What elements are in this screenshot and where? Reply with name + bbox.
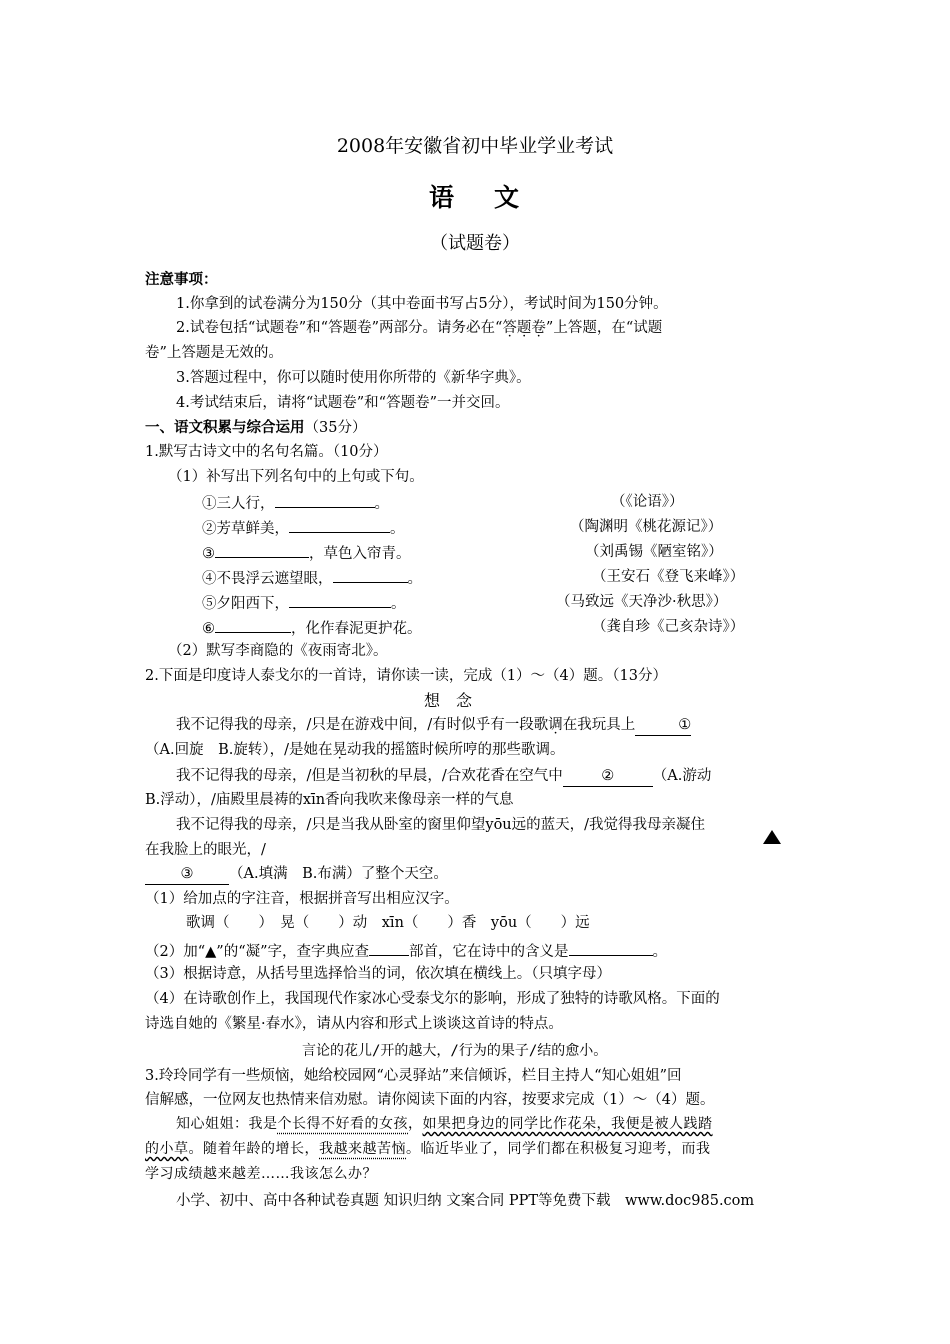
meaning-blank[interactable] [569,940,653,956]
footer-text: 小学、初中、高中各种试卷真题 知识归纳 文案合同 PPT等免费下载 www.doc985.com [176,1193,755,1209]
question-3-line-2: 信解感，一位网友也热情来信劝慰。请你阅读下面的内容，按要求完成（1）～（4）题。 [145,1092,715,1108]
question-1-sub-2: （2）默写李商隐的《夜雨寄北》。 [168,643,388,659]
blank-3[interactable]: ③ [145,864,229,885]
poem-para-3-line-2: 在我脸上的眼光，/ [145,842,266,858]
subquestion-3: （3）根据诗意，从括号里选择恰当的词，依次填在横线上。（只填字母） [145,966,611,982]
blank-2[interactable]: ② [563,766,653,787]
source-4: （王安石《登飞来峰》） [592,569,745,585]
fill-line-6: ⑥ ，化作春泥更护花。 [202,617,422,639]
triangle-marker-icon [763,830,781,844]
poem-title: 想 念 [424,691,473,710]
question-2: 2.下面是印度诗人泰戈尔的一首诗，请你读一读，完成（1）～（4）题。（13分） [145,668,667,684]
radical-blank[interactable] [369,940,409,956]
dotted-phrase-2: 我越来越苦恼 [319,1141,406,1157]
fill-line-1: ①三人行， 。 [202,492,389,514]
dotted-phrase-1: 个长得不好看的女孩 [277,1116,408,1132]
poem-para-2-line-2: B.浮动），/庙殿里晨祷的xīn香向我吹来像母亲一样的气息 [145,792,514,808]
letter-line-2: 的小草。随着年龄的增长，我越来越苦恼。临近毕业了，同学们都在积极复习迎考，而我 [145,1141,711,1157]
letter-line-3: 学习成绩越来越差……我该怎么办？ [145,1166,377,1182]
answer-blank[interactable] [289,592,391,608]
poem-para-3-line-1: 我不记得我的母亲，/只是当我从卧室的窗里仰望yōu远的蓝天，/我觉得我母亲凝住 [176,817,706,833]
answer-blank[interactable] [275,492,375,508]
answer-blank[interactable] [333,567,408,583]
notice-item-2-cont: 卷”上答题是无效的。 [145,345,283,361]
fill-line-4: ④不畏浮云遮望眼， 。 [202,567,422,589]
notice-item-3: 3.答题过程中，你可以随时使用你所带的《新华字典》。 [176,370,531,386]
fill-line-3: ③ ，草色入帘青。 [202,542,411,564]
source-1: （《论语》） [611,494,684,510]
poem-para-1-line-1: 我不记得我的母亲，/只是在游戏中间，/有时似乎有一段歌调在我玩具上 ① [176,715,691,736]
blank-1[interactable]: ① [635,715,691,736]
bingxin-poem: 言论的花儿/开的越大，/行为的果子/结的愈小。 [302,1043,608,1059]
notice-heading: 注意事项： [145,271,218,288]
source-2: （陶渊明《桃花源记》） [570,519,723,535]
answer-blank[interactable] [289,517,390,533]
poem-para-1-line-2: （A.回旋 B.旋转），/是她在晃动我的摇篮时候所哼的那些歌调。 [145,742,565,758]
subquestion-1-items: 歌调（ ） 晃（ ）动 xīn（ ）香 yōu（ ）远 [186,915,590,931]
fill-line-2: ②芳草鲜美， 。 [202,517,405,539]
letter-line-1: 知心姐姐：我是个长得不好看的女孩，如果把身边的同学比作花朵，我便是被人践踏 [176,1116,713,1132]
paper-type: （试题卷） [430,233,520,254]
question-3-line-1: 3.玲玲同学有一些烦恼，她给校园网“心灵驿站”来信倾诉，栏目主持人“知心姐姐”回 [145,1068,682,1084]
source-3: （刘禹锡《陋室铭》） [585,544,723,560]
answer-blank[interactable] [215,617,291,633]
answer-blank[interactable] [215,542,309,558]
subquestion-1: （1）给加点的字注音，根据拼音写出相应汉字。 [145,891,459,907]
subquestion-4-line-2: 诗选自她的《繁星·春水》，请从内容和形式上谈谈这首诗的特点。 [145,1016,563,1032]
subquestion-2: （2）加“▲”的“凝”字，查字典应查 部首，它在诗中的含义是 。 [145,940,667,962]
subject-char-1: 语 [428,183,456,212]
exam-title: 2008年安徽省初中毕业学业考试 [336,135,614,157]
notice-item-4: 4.考试结束后，请将“试题卷”和“答题卷”一并交回。 [176,395,510,411]
subject-char-2: 文 [494,183,522,212]
notice-item-1: 1.你拿到的试卷满分为150分（其中卷面书写占5分），考试时间为150分钟。 [176,296,668,312]
question-1-sub-1: （1）补写出下列名句中的上句或下句。 [168,469,424,485]
wavy-underlined-phrase: 如果把身边的同学比作花朵，我便是被人践踏 [422,1116,713,1132]
source-5: （马致远《天净沙·秋思》） [556,594,728,610]
section1-heading: 一、语文积累与综合运用（35分） [145,419,367,436]
subquestion-4-line-1: （4）在诗歌创作上，我国现代作家冰心受泰戈尔的影响，形成了独特的诗歌风格。下面的 [145,991,720,1007]
question-1: 1.默写古诗文中的名句名篇。（10分） [145,444,388,460]
notice-item-2: 2.试卷包括“试题卷”和“答题卷”两部分。请务必在“答题卷”上答题，在“试题 [176,320,663,336]
fill-line-5: ⑤夕阳西下， 。 [202,592,406,614]
poem-para-2-line-1: 我不记得我的母亲，/但是当初秋的早晨，/合欢花香在空气中 ② （A.游动 [176,766,711,787]
dotted-answer-sheet: 答题卷 [502,320,546,336]
source-6: （龚自珍《己亥杂诗》） [592,619,745,635]
poem-para-3-line-3: ③ （A.填满 B.布满）了整个天空。 [145,864,448,885]
subject-title [0,178,950,214]
